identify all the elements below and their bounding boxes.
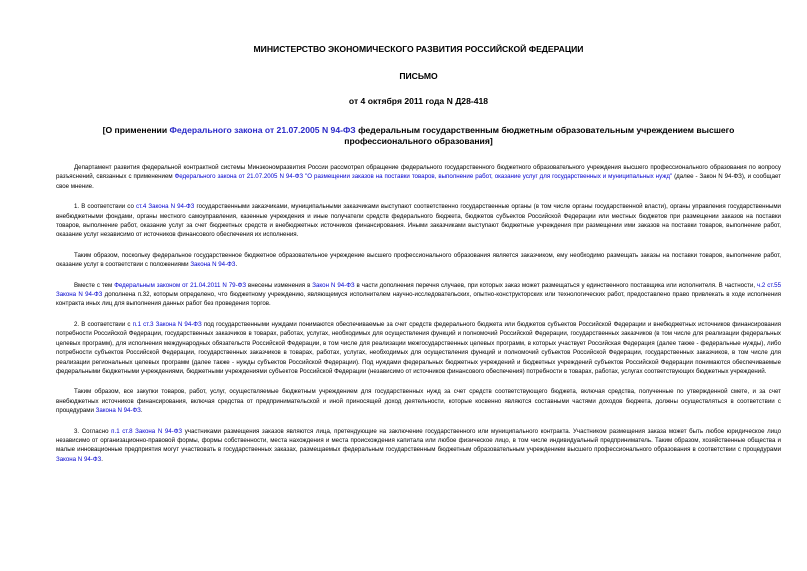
paragraph-text: . xyxy=(235,261,238,269)
paragraph-text: в части дополнения перечня случаев, при которых заказ может размещаться у единственного поставщика или исполнителя. В частности, xyxy=(354,281,757,289)
paragraph-text: Вместе с тем xyxy=(74,281,115,289)
paragraph-conclusion-1 xyxy=(56,251,781,270)
paragraph-text: участниками размещения заказов являются лица, претендующие на заключение государственного или муниципального контракта. Участником размещения заказа может быть любое юридическое лицо независимо от организационно-правовой формы, формы собственности, места нахождения и места происхождения капитала или любое физическое лицо, в том числе индивидуальный предприниматель. Таким образом, хозяйственные общества и малые инновационные предприятия могут участвовать в государственных заказах, размещаемых федеральным государственным бюджетным образовательным учреждением высшего профессионального образования в соответствии с процедурами xyxy=(56,427,781,454)
paragraph-text: под государственными нуждами понимаются обеспечиваемые за счет средств федерального бюджета или бюджетов субъектов Российской Федерации и внебюджетных источников финансирования потребности Российской Федерации, государственных заказчиков в товарах, работах, услугах, необходимых для осуществления функций и полномочий Российской Федерации, государственных заказчиков (в том числе для реализации федеральных целевых программ), для исполнения международных обязательств Российской Федерации, в том числе для реализации межгосударственных целевых программ, в которых участвует Российская Федерация (далее также - федеральные нужды), либо потребности субъектов Российской Федерации, государственных заказчиков в товарах, работах, услугах, необходимых для осуществления функций и полномочий субъектов Российской Федерации, государственных заказчиков, в том числе для реализации региональных целевых программ (далее также - нужды субъектов Российской Федерации). Под нуждами федеральных бюджетных учреждений и бюджетных учреждений субъектов Российской Федерации понимаются обеспечиваемые федеральными бюджетными учреждениями, бюджетными учреждениями субъектов Российской Федерации (независимо от источников финансового обеспечения) потребности в товарах, работах, услугах соответствующих бюджетных учреждений. xyxy=(56,320,781,375)
paragraph-text: государственными заказчиками, муниципальными заказчиками выступают соответственно государственные органы (в том числе органы государственной власти), органы управления государственными внебюджетными фондами, органы местного самоуправления, казенные учреждения и иные получатели средств федерального бюджета, бюджетов субъектов Российской Федерации или местных бюджетов при размещении заказов на поставки товаров, выполнение работ, оказание услуг за счет бюджетных средств и внебюджетных источников финансирования. Иными заказчиками выступают бюджетные учреждения при размещении ими заказов на поставки товаров, выполнение работ, оказание услуг независимо от источников финансового обеспечения их исполнения. xyxy=(56,203,781,239)
law-94fz-link[interactable]: Закон N 94-ФЗ xyxy=(312,281,355,289)
paragraph-text: (далее - Закон N 94-ФЗ), и сообщает свое мнение. xyxy=(56,173,782,190)
subject-text-start: [О применении xyxy=(102,125,170,135)
law-94fz-link[interactable]: Закона N 94-ФЗ xyxy=(190,261,236,269)
law-94fz-link[interactable]: Закона N 94-ФЗ xyxy=(56,455,102,463)
paragraph-amendments xyxy=(56,281,781,309)
subject-text-end: федеральным государственным бюджетным образовательным учреждением высшего профессионального образования] xyxy=(344,125,735,146)
article-55-part-2-link[interactable]: ч.2 ст.55 Закона N 94-ФЗ xyxy=(56,281,782,299)
document-date-number: от 4 октября 2011 года N Д28-418 xyxy=(348,96,489,106)
paragraph-text: 1. В соответствии со xyxy=(74,203,136,211)
paragraph-text: 2. В соответствии с xyxy=(74,320,133,328)
paragraph-text: Таким образом, все закупки товаров, работ, услуг, осуществляемые бюджетным учреждением для государственных нужд за счет средств соответствующего бюджета, включая средства, полученные по утвержденной смете, и за счет внебюджетных источников финансирования, включая средства от предпринимательской и иной приносящей доход деятельности, которые косвенно являются составными частями доходов бюджета, должны осуществляться в соответствии с процедурами xyxy=(56,388,781,415)
paragraph-intro xyxy=(56,163,781,191)
law-79fz-link[interactable]: Федеральным законом от 21.04.2011 N 79-ФЗ xyxy=(114,281,247,289)
paragraph-text: 3. Согласно xyxy=(74,427,112,435)
article-4-link[interactable]: ст.4 Закона N 94-ФЗ xyxy=(135,203,195,211)
paragraph-text: Таким образом, поскольку федеральное государственное бюджетное образовательное учреждение высшего профессионального образования является заказчиком, ему необходимо размещать заказы на поставки товаров, выполнение работ, оказание услуг в соответствии с положениями xyxy=(56,251,781,269)
subject-law-link[interactable]: Федерального закона от 21.07.2005 N 94-ФЗ xyxy=(169,125,356,135)
paragraph-3-participants xyxy=(56,427,781,465)
law-94fz-full-title-link[interactable]: Федерального закона от 21.07.2005 N 94-ФЗ "О размещении заказов на поставки товаров, выполнение работ, оказание услуг для государственных и муниципальных нужд" xyxy=(174,173,673,181)
paragraph-text: Департамент развития федеральной контрактной системы Минэкономразвития России рассмотрел обращение федерального государственного бюджетного образовательного учреждения высшего профессионального образования по вопросу разъяснений, связанных с применением xyxy=(56,164,781,181)
paragraph-text: . xyxy=(101,455,103,463)
paragraph-2-state-needs xyxy=(56,320,781,376)
article-8-clause-1-link[interactable]: п.1 ст.8 Закона N 94-ФЗ xyxy=(111,427,183,435)
paragraph-text: . xyxy=(140,407,143,415)
law-94fz-link[interactable]: Закона N 94-ФЗ xyxy=(95,407,141,415)
document-subject xyxy=(56,125,781,147)
paragraph-1-customers xyxy=(56,202,781,240)
paragraph-text: дополнена п.32, которым определено, что бюджетному учреждению, являющемуся исполнителем научно-исследовательских, опытно-конструкторских или технологических работ, предоставлено право привлекать в ходе исполнения контракта иных лиц для выполнения данных работ без проведения торгов. xyxy=(56,291,781,308)
paragraph-text: внесены изменения в xyxy=(246,281,313,289)
article-3-clause-1-link[interactable]: п.1 ст.3 Закона N 94-ФЗ xyxy=(132,320,202,328)
ministry-title: МИНИСТЕРСТВО ЭКОНОМИЧЕСКОГО РАЗВИТИЯ РОССИЙСКОЙ ФЕДЕРАЦИИ xyxy=(253,44,584,54)
paragraph-conclusion-2 xyxy=(56,387,781,415)
document-type: ПИСЬМО xyxy=(399,71,438,81)
